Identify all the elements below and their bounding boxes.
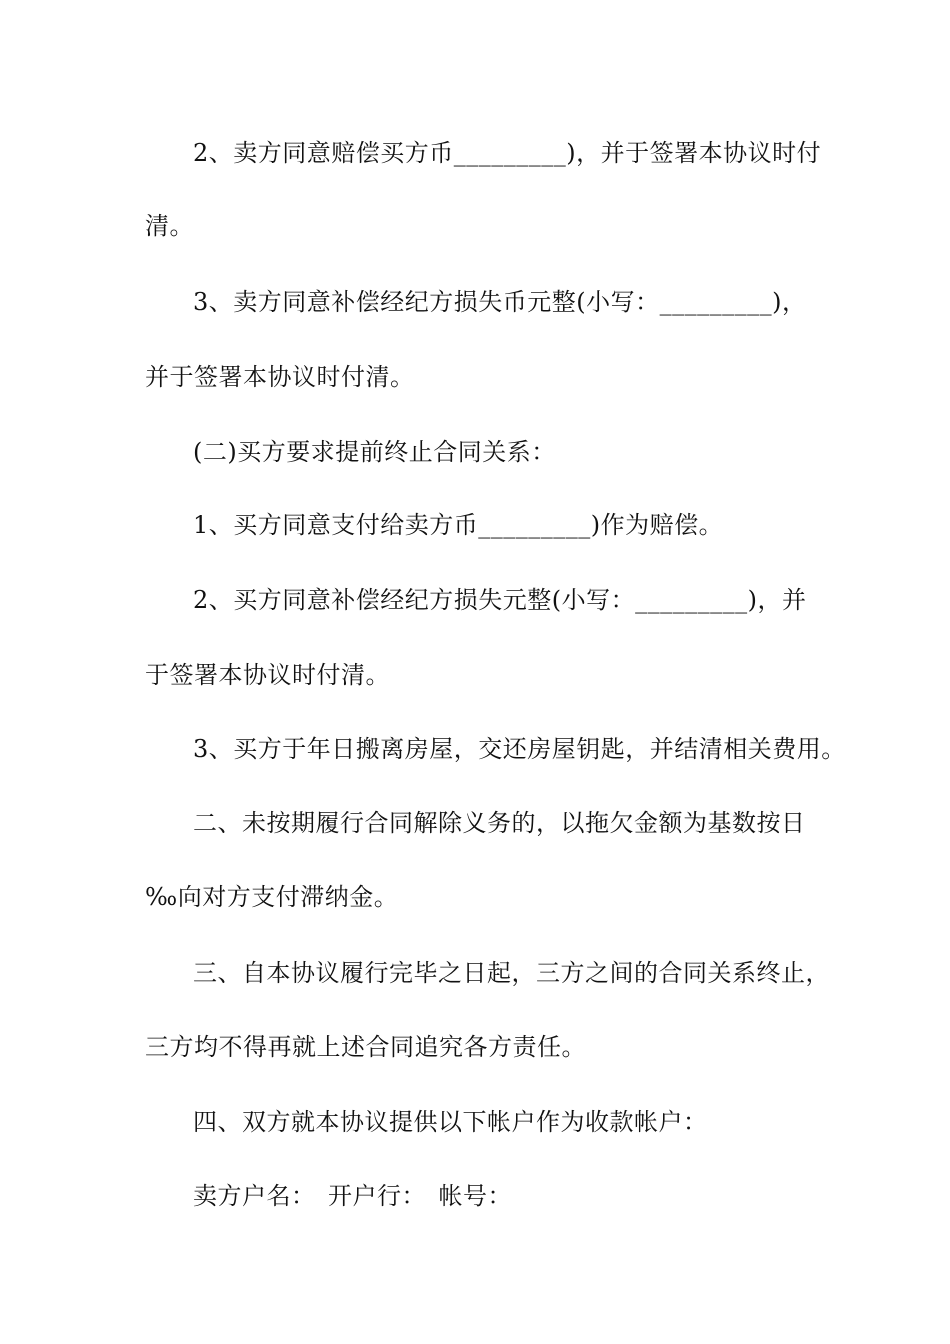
clause-buyer-compensation-agent: 2、买方同意补偿经纪方损失元整(小写：_________)，并: [193, 586, 807, 614]
section-buyer-termination: (二)买方要求提前终止合同关系：: [193, 438, 556, 466]
clause-termination-effect: 三、自本协议履行完毕之日起，三方之间的合同关系终止，: [193, 959, 830, 987]
clause-termination-effect-cont: 三方均不得再就上述合同追究各方责任。: [145, 1033, 586, 1061]
clause-late-fee-cont: ‰向对方支付滞纳金。: [145, 883, 399, 911]
clause-seller-compensation-agent: 3、卖方同意补偿经纪方损失币元整(小写：_________)，: [193, 288, 807, 316]
clause-seller-compensation-buyer: 2、卖方同意赔偿买方币_________)，并于签署本协议时付: [193, 139, 822, 167]
seller-account-fields: 卖方户名： 开户行： 帐号：: [193, 1182, 512, 1210]
clause-seller-compensation-agent-cont: 并于签署本协议时付清。: [145, 363, 415, 391]
clause-buyer-pay-seller: 1、买方同意支付给卖方币_________)作为赔偿。: [193, 511, 724, 539]
clause-buyer-compensation-agent-cont: 于签署本协议时付清。: [145, 661, 390, 689]
clause-late-fee: 二、未按期履行合同解除义务的，以拖欠金额为基数按日: [193, 809, 806, 837]
clause-accounts: 四、双方就本协议提供以下帐户作为收款帐户：: [193, 1108, 708, 1136]
clause-buyer-move-out: 3、买方于年日搬离房屋，交还房屋钥匙，并结清相关费用。: [193, 735, 846, 763]
clause-seller-compensation-buyer-cont: 清。: [145, 212, 194, 240]
